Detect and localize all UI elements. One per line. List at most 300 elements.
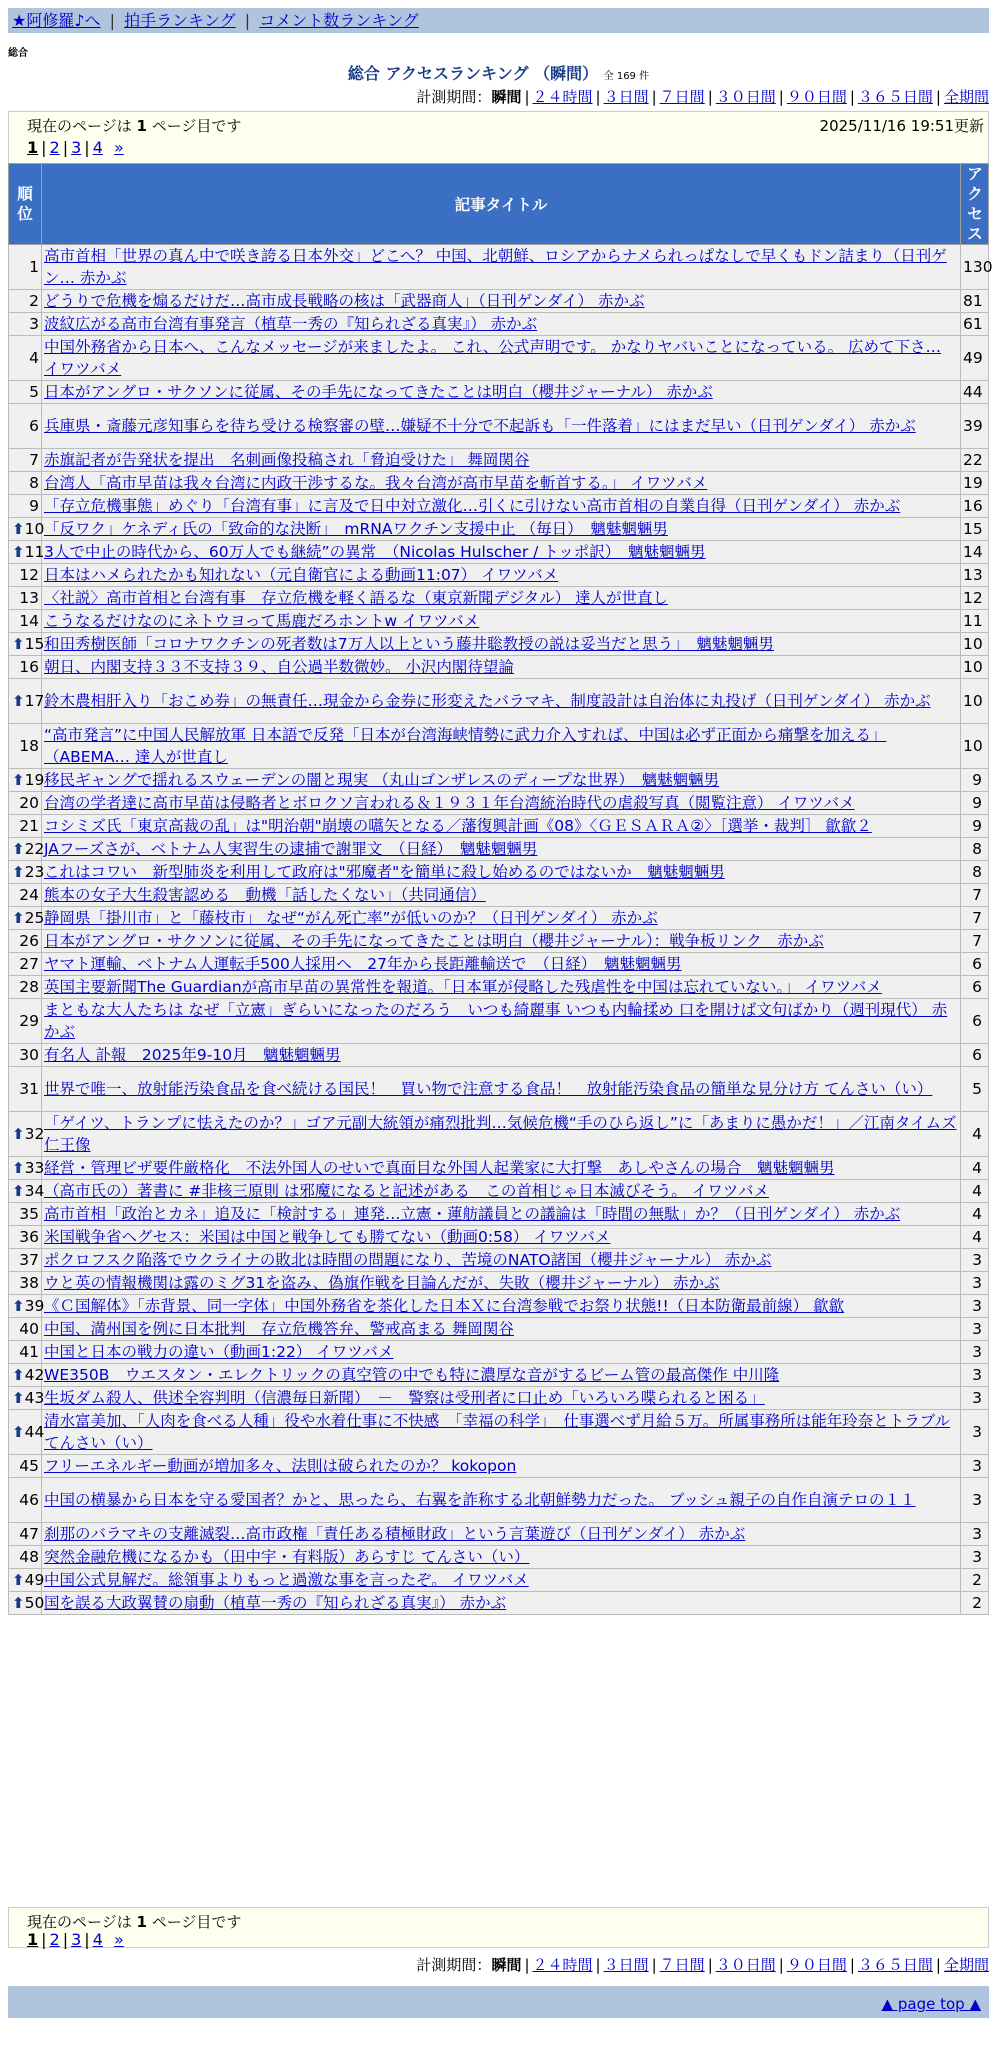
article-title-link[interactable]: 中国の横暴から日本を守る愛国者？かと、思ったら、右翼を詐称する北朝鮮勢力だった。 ブッシュ親子の自作自演テロの１１ (44, 1491, 916, 1509)
access-count: 4 (961, 1157, 989, 1180)
access-count: 6 (961, 1044, 989, 1067)
page-separator: | (84, 138, 90, 157)
article-title-link[interactable]: 「反ワク」ケネディ氏の「致命的な決断」 mRNAワクチン支援中止 （毎日） 魑魅魍魎男 (44, 520, 668, 538)
rank-cell (9, 541, 45, 564)
article-title-link[interactable]: 台湾の学者達に高市早苗は侵略者とボロクソ言われる＆１９３１年台湾統治時代の虐殺写真（閲覧注意） イワツバメ (44, 794, 855, 812)
rank-number: 22 (24, 840, 45, 858)
article-title-link[interactable]: 生坂ダム殺人、供述全容判明（信濃毎日新聞） － 警察は受刑者に口止め「いろいろ喋られると困る」 (44, 1389, 765, 1407)
title-cell (42, 587, 961, 610)
table-row (9, 518, 989, 541)
access-count: 10 (961, 633, 989, 656)
table-row (9, 587, 989, 610)
article-title-link[interactable]: 突然金融危機になるかも（田中宇・有料版）あらすじ てんさい（い） (44, 1548, 530, 1566)
access-count: 3 (961, 1341, 989, 1364)
title-cell (42, 610, 961, 633)
next-page-link[interactable]: » (113, 138, 124, 157)
page-link[interactable]: 2 (49, 1930, 60, 1949)
period-separator: | (595, 1956, 601, 1974)
up-arrow-icon: ⬆ (12, 1297, 25, 1315)
rank-number: 42 (24, 1366, 45, 1384)
title-cell (42, 1180, 961, 1203)
title-cell (42, 1226, 961, 1249)
title-cell (42, 449, 961, 472)
page-link[interactable]: 2 (49, 138, 60, 157)
title-cell (42, 1592, 961, 1615)
title-cell (42, 907, 961, 930)
table-row (9, 1157, 989, 1180)
rank-cell (9, 953, 42, 976)
up-arrow-icon: ⬆ (12, 543, 25, 561)
article-title-link[interactable]: 日本がアングロ・サクソンに従属、その手先になってきたことは明白（櫻井ジャーナル）：戦争板リンク 赤かぶ (44, 932, 824, 950)
rank-cell (9, 1249, 42, 1272)
access-count: 12 (961, 587, 989, 610)
period-selector-bottom (416, 1954, 989, 1975)
table-row (9, 1546, 989, 1569)
title-cell (42, 815, 961, 838)
article-title-link[interactable]: どうりで危機を煽るだけだ…高市成長戦略の核は「武器商人」（日刊ゲンダイ） 赤かぶ (44, 292, 645, 310)
article-title-link[interactable]: 和田秀樹医師「コロナワクチンの死者数は7万人以上という藤井聡教授の説は妥当だと思う」 魑魅魍魎男 (44, 635, 774, 653)
table-row (9, 1249, 989, 1272)
rank-number: 41 (19, 1343, 39, 1361)
total-count: 全 169 件 (603, 71, 650, 82)
rank-cell (9, 290, 42, 313)
top-nav-bar (8, 8, 989, 33)
rank-number: 16 (19, 658, 39, 676)
article-title-link[interactable]: 中国外務省から日本へ、こんなメッセージが来ましたよ。 これ、公式声明です。 かなりヤバいことになっている。 広めて下さ… イワツバメ (44, 338, 942, 378)
title-cell (42, 1044, 961, 1067)
table-row (9, 724, 989, 769)
title-cell (42, 999, 961, 1044)
access-count: 2 (961, 1569, 989, 1592)
access-count: 6 (961, 976, 989, 999)
period-option-link[interactable]: ３日間 (603, 88, 649, 106)
rank-cell (9, 1272, 42, 1295)
access-count: 16 (961, 495, 989, 518)
title-cell (42, 1455, 961, 1478)
access-count: 22 (961, 449, 989, 472)
next-page-link[interactable]: » (113, 1930, 124, 1949)
rank-number: 48 (19, 1548, 39, 1566)
title-cell (42, 861, 961, 884)
table-row (9, 541, 989, 564)
table-row (9, 1203, 989, 1226)
page-info (27, 115, 241, 136)
title-cell (42, 1067, 961, 1112)
article-title-link[interactable]: WE350B ウエスタン・エレクトリックの真空管の中でも特に濃厚な音がするビーム管の最高傑作 中川隆 (44, 1366, 780, 1384)
rank-number: 28 (19, 978, 39, 996)
table-row (9, 976, 989, 999)
title-cell (42, 953, 961, 976)
rank-cell (9, 564, 42, 587)
title-cell (42, 1523, 961, 1546)
title-cell (42, 564, 961, 587)
title-cell (42, 1318, 961, 1341)
rank-number: 26 (19, 932, 39, 950)
access-count: 39 (961, 404, 989, 449)
article-title-link[interactable]: 鈴木農相肝入り「おこめ券」の無責任…現金から金券に形変えたバラマキ、制度設計は自治体に丸投げ（日刊ゲンダイ） 赤かぶ (44, 692, 931, 710)
rank-number: 36 (19, 1228, 39, 1246)
table-row (9, 472, 989, 495)
title-cell (42, 404, 961, 449)
rank-number: 24 (19, 886, 39, 904)
rank-number: 1 (29, 258, 39, 276)
page-separator (106, 1930, 111, 1949)
access-count: 3 (961, 1318, 989, 1341)
title-cell (42, 1203, 961, 1226)
title-cell (42, 724, 961, 769)
rank-number: 35 (19, 1205, 39, 1223)
article-title-link[interactable]: 国を誤る大政翼賛の扇動（植草一秀の『知られざる真実』） 赤かぶ (44, 1594, 507, 1612)
rank-header: 順位 (9, 164, 42, 245)
rank-cell (9, 792, 42, 815)
rank-cell (9, 336, 42, 381)
access-count: 19 (961, 472, 989, 495)
period-separator: | (651, 88, 657, 106)
ranking-table-body (9, 245, 993, 1615)
article-title-link[interactable]: 3人で中止の時代から、60万人でも継続”の異常 （Nicolas Hulscher / トッポ訳） 魑魅魍魎男 (44, 543, 706, 561)
rank-cell (9, 472, 42, 495)
nav-home-link[interactable]: ★阿修羅♪へ (12, 11, 101, 30)
rank-cell (9, 884, 42, 907)
rank-number: 2 (29, 292, 39, 310)
pager-box-top (8, 111, 989, 164)
up-arrow-icon: ⬆ (12, 1125, 25, 1143)
rank-number: 20 (19, 794, 39, 812)
article-title-link[interactable]: コシミズ氏「東京高裁の乱」は"明治朝"崩壊の嚆矢となる／藩復興計画《08》〈ＧＥＳＡＲＡ②〉［選挙・裁判］ 歙歙２ (44, 817, 872, 835)
access-count: 3 (961, 1523, 989, 1546)
article-title-link[interactable]: まともな大人たちは なぜ「立憲」ぎらいになったのだろう いつも綺麗事 いつも内輪揉め 口を開けば文句ばかり（週刊現代） 赤かぶ (44, 1001, 948, 1041)
page-separator: | (41, 1930, 47, 1949)
nav-comment-ranking-link[interactable]: コメント数ランキング (259, 11, 419, 30)
access-count: 3 (961, 1410, 989, 1455)
up-arrow-icon: ⬆ (12, 1594, 25, 1612)
table-row (9, 1592, 989, 1615)
table-row (9, 861, 989, 884)
table-row (9, 1478, 989, 1523)
table-header-row (9, 164, 989, 245)
nav-separator: | (244, 11, 251, 30)
page-separator: | (84, 1930, 90, 1949)
rank-cell (9, 1455, 42, 1478)
rank-number: 33 (24, 1159, 45, 1177)
access-count: 3 (961, 1272, 989, 1295)
rank-number: 38 (19, 1274, 39, 1292)
article-title-link[interactable]: 波紋広がる高市台湾有事発言（植草一秀の『知られざる真実』） 赤かぶ (44, 315, 538, 333)
article-title-link[interactable]: 〈社説〉高市首相と台湾有事 存立危機を軽く語るな（東京新聞デジタル） 達人が世直し (44, 589, 669, 607)
table-row (9, 769, 989, 792)
table-row (9, 1295, 989, 1318)
access-count: 3 (961, 1295, 989, 1318)
rank-cell (9, 976, 42, 999)
rank-cell (9, 1157, 45, 1180)
pagination-bottom (27, 1930, 124, 1949)
title-cell (42, 290, 961, 313)
period-separator: | (935, 88, 941, 106)
rank-cell (9, 1295, 45, 1318)
up-arrow-icon: ⬆ (12, 863, 25, 881)
article-title-link[interactable]: 世界で唯一、放射能汚染食品を食べ続ける国民！ 買い物で注意する食品！ 放射能汚染食品の簡単な見分け方 てんさい（い） (44, 1080, 933, 1098)
page-separator: | (62, 138, 69, 157)
nav-clap-ranking-link[interactable]: 拍手ランキング (124, 11, 236, 30)
article-title-link[interactable]: 移民ギャングで揺れるスウェーデンの闇と現実 （丸山ゴンザレスのディープな世界） 魑魅魍魎男 (44, 771, 720, 789)
rank-cell (9, 610, 42, 633)
article-title-link[interactable]: 経営・管理ビザ要件厳格化 不法外国人のせいで真面目な外国人起業家に大打撃 あしやさんの場合 魑魅魍魎男 (44, 1159, 835, 1177)
page-link[interactable]: 4 (92, 1930, 103, 1949)
period-option-link[interactable]: ７日間 (659, 1956, 705, 1974)
page-link[interactable]: 4 (92, 138, 103, 157)
access-count: 5 (961, 1067, 989, 1112)
access-count: 7 (961, 930, 989, 953)
article-title-link[interactable]: 日本がアングロ・サクソンに従属、その手先になってきたことは明白（櫻井ジャーナル） 赤かぶ (44, 383, 713, 401)
rank-cell (9, 245, 42, 290)
rank-number: 31 (19, 1080, 39, 1098)
page-info (27, 1911, 241, 1932)
access-count: 4 (961, 1203, 989, 1226)
article-title-link[interactable]: ウと英の情報機関は露のミグ31を盗み、偽旗作戦を目論んだが、失敗（櫻井ジャーナル） 赤かぶ (44, 1274, 720, 1292)
article-title-link[interactable]: 有名人 訃報 2025年9-10月 魑魅魍魎男 (44, 1046, 341, 1064)
ranking-table (8, 163, 993, 1615)
access-count: 14 (961, 541, 989, 564)
rank-cell (9, 838, 45, 861)
rank-cell (9, 1226, 42, 1249)
access-count: 6 (961, 999, 989, 1044)
article-title-link[interactable]: フリーエネルギー動画が増加多々、法則は破られたのか？ kokopon (44, 1457, 517, 1475)
article-title-link[interactable]: 《Ｃ国解体》「赤背景、同一字体」中国外務省を茶化した日本Ｘに台湾参戦でお祭り状態!!（日本防衛最前線） 歙歙 (44, 1297, 845, 1315)
period-option-link[interactable]: ３６５日間 (857, 88, 933, 106)
rank-cell (9, 1044, 42, 1067)
page-info-prefix: 現在のページは (27, 117, 132, 135)
table-row (9, 1226, 989, 1249)
period-option-link[interactable]: 全期間 (943, 1956, 989, 1974)
page-top-link[interactable]: ▲ page top ▲ (881, 1995, 981, 2013)
title-cell (42, 884, 961, 907)
rank-number: 49 (24, 1571, 45, 1589)
rank-number: 46 (19, 1491, 39, 1509)
title-cell (42, 313, 961, 336)
footer-bar (8, 1986, 989, 2018)
period-option-link[interactable]: ９０日間 (786, 1956, 847, 1974)
up-arrow-icon: ⬆ (12, 1366, 25, 1384)
access-count: 2 (961, 1592, 989, 1615)
title-cell (42, 1272, 961, 1295)
rank-number: 47 (19, 1525, 39, 1543)
table-row (9, 1112, 989, 1157)
article-title-link[interactable]: 中国公式見解だ。総領事よりもっと過激な事を言ったぞ。 イワツバメ (44, 1571, 529, 1589)
article-title-link[interactable]: 赤旗記者が告発状を提出 名刺画像投稿され「脅迫受けた」 舞岡関谷 (44, 451, 530, 469)
table-row (9, 313, 989, 336)
table-row (9, 815, 989, 838)
table-row (9, 1387, 989, 1410)
period-separator: | (778, 1956, 784, 1974)
page-current: 1 (27, 138, 39, 157)
page-separator (106, 138, 111, 157)
rank-cell (9, 633, 45, 656)
table-row (9, 245, 989, 290)
title-cell (42, 336, 961, 381)
period-option-link[interactable]: ３０日間 (715, 1956, 776, 1974)
period-separator: | (707, 1956, 713, 1974)
title-cell (42, 1364, 961, 1387)
article-title-link[interactable]: 中国と日本の戦力の違い（動画1:22） イワツバメ (44, 1343, 394, 1361)
access-count: 3 (961, 1249, 989, 1272)
table-row (9, 907, 989, 930)
table-row (9, 633, 989, 656)
article-title-link[interactable]: 英国主要新聞The Guardianが高市早苗の異常性を報道。「日本軍が侵略した残虐性を中国は忘れていない。」 イワツバメ (44, 978, 882, 996)
article-title-link[interactable]: ポクロフスク陥落でウクライナの敗北は時間の問題になり、苦境のNATO諸国（櫻井ジャーナル） 赤かぶ (44, 1251, 772, 1269)
article-title-link[interactable]: ヤマト運輸、ベトナム人運転手500人採用へ 27年から長距離輸送で （日経） 魑魅魍魎男 (44, 955, 682, 973)
article-title-link[interactable]: 中国、満州国を例に日本批判 存立危機答弁、警戒高まる 舞岡関谷 (44, 1320, 514, 1338)
period-option-link[interactable]: ３日間 (603, 1956, 649, 1974)
rank-number: 14 (19, 612, 39, 630)
access-count: 6 (961, 953, 989, 976)
table-row (9, 1523, 989, 1546)
article-title-link[interactable]: 静岡県「掛川市」と「藤枝市」 なぜ“がん死亡率”が低いのか？（日刊ゲンダイ） 赤かぶ (44, 909, 658, 927)
rank-cell (9, 1112, 45, 1157)
title-cell (42, 1569, 961, 1592)
access-count: 61 (961, 313, 989, 336)
rank-cell (9, 769, 45, 792)
rank-number: 19 (24, 771, 45, 789)
article-title-link[interactable]: 米国戦争省ヘグセス：米国は中国と戦争しても勝てない（動画0:58） イワツバメ (44, 1228, 611, 1246)
access-count: 15 (961, 518, 989, 541)
table-row (9, 336, 989, 381)
access-count: 7 (961, 884, 989, 907)
category-label: 総合 (8, 48, 28, 59)
period-option-link[interactable]: ７日間 (659, 88, 705, 106)
article-title-link[interactable]: JAフーズさが、ベトナム人実習生の逮捕で謝罪文 （日経） 魑魅魍魎男 (44, 840, 538, 858)
rank-cell (9, 1203, 42, 1226)
rank-number: 12 (19, 566, 39, 584)
page-info-number: 1 (136, 1913, 147, 1931)
access-count: 7 (961, 907, 989, 930)
table-row (9, 1180, 989, 1203)
article-title-link[interactable]: 日本はハメられたかも知れない（元自衛官による動画11:07） イワツバメ (44, 566, 559, 584)
period-option-link[interactable]: ９０日間 (786, 88, 847, 106)
article-title-link[interactable]: 台湾人「高市早苗は我々台湾に内政干渉するな。我々台湾が高市早苗を斬首する。」 イワツバメ (44, 474, 708, 492)
rank-cell (9, 1410, 45, 1455)
up-arrow-icon: ⬆ (12, 692, 25, 710)
rank-number: 30 (19, 1046, 39, 1064)
title-cell (42, 245, 961, 290)
rank-cell (9, 999, 42, 1044)
title-cell (42, 1295, 961, 1318)
table-row (9, 838, 989, 861)
access-count: 3 (961, 1546, 989, 1569)
rank-cell (9, 815, 42, 838)
period-separator: | (524, 1956, 530, 1974)
ranking-title: 総合 アクセスランキング （瞬間） (347, 64, 599, 83)
period-option-link[interactable]: ３６５日間 (857, 1956, 933, 1974)
period-separator: | (778, 88, 784, 106)
up-arrow-icon: ⬆ (12, 1389, 25, 1407)
title-cell (42, 679, 961, 724)
period-option-link[interactable]: 全期間 (943, 88, 989, 106)
rank-cell (9, 656, 42, 679)
rank-cell (9, 1523, 42, 1546)
title-header: 記事タイトル (42, 164, 961, 245)
title-cell (42, 541, 961, 564)
access-count: 44 (961, 381, 989, 404)
period-option-link[interactable]: ２４時間 (532, 1956, 593, 1974)
access-count: 10 (961, 656, 989, 679)
up-arrow-icon: ⬆ (12, 840, 25, 858)
access-count: 130 (961, 245, 989, 290)
article-title-link[interactable]: 刹那のバラマキの支離滅裂…高市政権「責任ある積極財政」という言葉遊び（日刊ゲンダイ） 赤かぶ (44, 1525, 746, 1543)
access-count: 13 (961, 564, 989, 587)
access-count: 3 (961, 1387, 989, 1410)
article-title-link[interactable]: 高市首相「世界の真ん中で咲き誇る日本外交」どこへ？ 中国、北朝鮮、ロシアからナメられっぱなしで早くもドン詰まり（日刊ゲン… 赤かぶ (44, 247, 947, 287)
rank-number: 37 (19, 1251, 39, 1269)
period-separator: | (707, 88, 713, 106)
up-arrow-icon: ⬆ (12, 520, 25, 538)
table-row (9, 679, 989, 724)
article-title-link[interactable]: 高市首相「政治とカネ」追及に「検討する」連発…立憲・蓮舫議員との議論は「時間の無駄」か？（日刊ゲンダイ） 赤かぶ (44, 1205, 901, 1223)
rank-number: 4 (29, 349, 39, 367)
access-count: 3 (961, 1364, 989, 1387)
article-title-link[interactable]: こうなるだけなのにネトウヨって馬鹿だろホントw イワツバメ (44, 612, 480, 630)
article-title-link[interactable]: 熊本の女子大生殺害認める 動機「話したくない」（共同通信） (44, 886, 486, 904)
up-arrow-icon: ⬆ (12, 1159, 25, 1177)
access-count: 3 (961, 1455, 989, 1478)
article-title-link[interactable]: これはコワい 新型肺炎を利用して政府は"邪魔者"を簡単に殺し始めるのではないか 魑魅魍魎男 (44, 863, 725, 881)
table-row (9, 1318, 989, 1341)
access-count: 11 (961, 610, 989, 633)
rank-cell (9, 449, 42, 472)
access-count: 10 (961, 679, 989, 724)
title-cell (42, 1112, 961, 1157)
rank-number: 44 (24, 1423, 45, 1441)
rank-cell (9, 404, 42, 449)
title-cell (42, 1387, 961, 1410)
period-option-link[interactable]: ２４時間 (532, 88, 593, 106)
access-count: 49 (961, 336, 989, 381)
table-row (9, 930, 989, 953)
page-info-prefix: 現在のページは (27, 1913, 132, 1931)
rank-number: 29 (19, 1012, 39, 1030)
access-count: 4 (961, 1180, 989, 1203)
period-current: 瞬間 (491, 1956, 522, 1974)
article-title-link[interactable]: （高市氏の）著書に #非核三原則 は邪魔になると記述がある この首相じゃ日本滅びそう。 イワツバメ (44, 1182, 769, 1200)
page-link[interactable]: 3 (71, 1930, 82, 1949)
rank-number: 40 (19, 1320, 39, 1338)
rank-cell (9, 1067, 42, 1112)
access-count: 3 (961, 1478, 989, 1523)
rank-cell (9, 1478, 42, 1523)
rank-number: 10 (24, 520, 45, 538)
period-option-link[interactable]: ３０日間 (715, 88, 776, 106)
table-row (9, 610, 989, 633)
article-title-link[interactable]: 「ゲイツ、トランプに怯えたのか？」ゴア元副大統領が痛烈批判…気候危機“手のひら返し”に「あまりに愚かだ！」／江南タイムズ 仁王像 (44, 1114, 957, 1154)
access-count: 10 (961, 724, 989, 769)
article-title-link[interactable]: 兵庫県・斎藤元彦知事らを待ち受ける検察審の壁…嫌疑不十分で不起訴も「一件落着」にはまだ早い（日刊ゲンダイ） 赤かぶ (44, 417, 916, 435)
page-link[interactable]: 3 (71, 138, 82, 157)
access-count: 8 (961, 838, 989, 861)
period-label: 計測期間： (416, 1956, 492, 1974)
rank-number: 25 (24, 909, 45, 927)
rank-cell (9, 930, 42, 953)
article-title-link[interactable]: 朝日、内閣支持３３不支持３９、自公過半数微妙。 小沢内閣待望論 (44, 658, 514, 676)
article-title-link[interactable]: “高市発言”に中国人民解放軍 日本語で反発「日本が台湾海峡情勢に武力介入すれば、中国は必ず正面から痛撃を加える」（ABEMA… 達人が世直し (44, 726, 887, 766)
table-row (9, 1044, 989, 1067)
title-cell (42, 1249, 961, 1272)
page-separator: | (62, 1930, 69, 1949)
article-title-link[interactable]: 「存立危機事態」めぐり「台湾有事」に言及で日中対立激化…引くに引けない高市首相の自業自得（日刊ゲンダイ） 赤かぶ (44, 497, 901, 515)
rank-cell (9, 1569, 45, 1592)
table-row (9, 449, 989, 472)
up-arrow-icon: ⬆ (12, 771, 25, 789)
rank-number: 5 (29, 383, 39, 401)
article-title-link[interactable]: 清水富美加、「人肉を食べる人種」役や水着仕事に不快感 「幸福の科学」 仕事選べず月給５万。所属事務所は能年玲奈とトラブル てんさい（い） (44, 1412, 951, 1452)
